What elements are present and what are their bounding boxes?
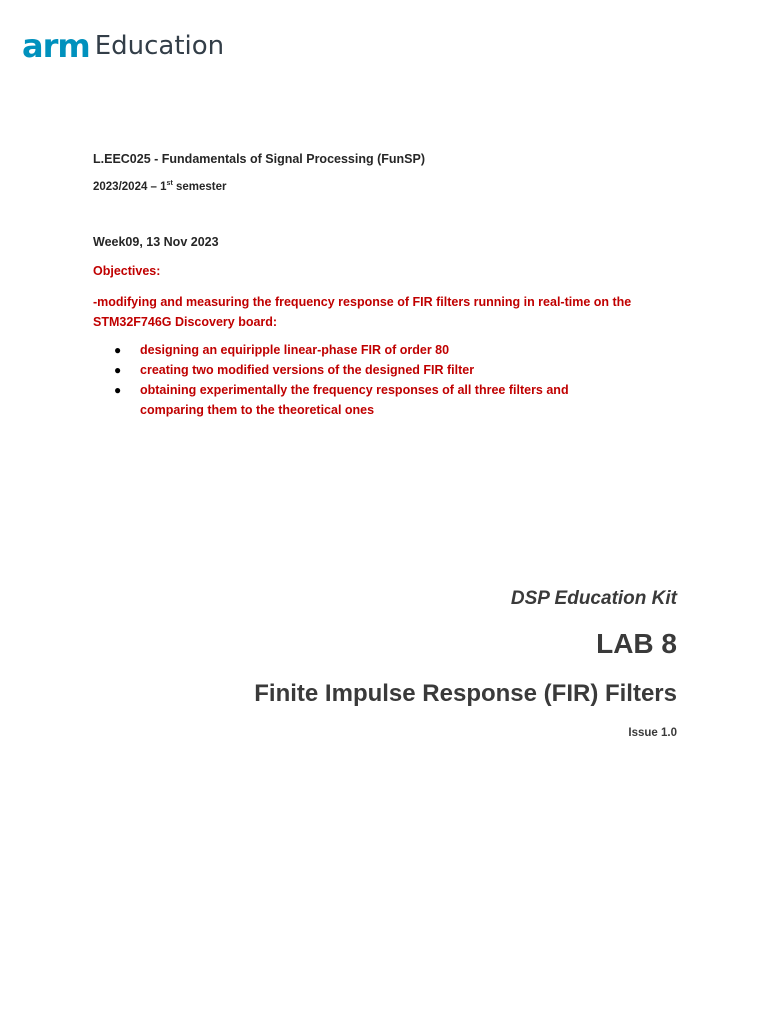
objective-item <box>114 380 634 420</box>
semester-label: semester <box>172 180 227 193</box>
bullet-icon: ● <box>114 343 122 357</box>
objectives-list <box>114 340 634 420</box>
week-date: Week09, 13 Nov 2023 <box>93 235 219 249</box>
course-title: L.EEC025 - Fundamentals of Signal Processing (FunSP) <box>93 152 426 166</box>
semester-year: 2023/2024 – 1 <box>93 180 167 193</box>
objective-text: creating two modified versions of the designed FIR filter <box>140 363 475 377</box>
logo-education-wordmark: Education <box>94 31 225 61</box>
objective-item <box>114 360 634 380</box>
semester-line <box>93 180 227 193</box>
objective-text: designing an equiripple linear-phase FIR of order 80 <box>140 343 450 357</box>
bullet-icon: ● <box>114 363 122 377</box>
logo-arm-wordmark: arm <box>22 27 90 65</box>
objective-item <box>114 340 634 360</box>
objectives-heading: Objectives: <box>93 264 161 278</box>
bullet-icon: ● <box>114 383 122 397</box>
lab-number: LAB 8 <box>596 628 677 659</box>
semester-ordinal: st <box>166 180 173 187</box>
issue-number: Issue 1.0 <box>628 727 677 739</box>
kit-title: DSP Education Kit <box>510 588 677 609</box>
objective-text: obtaining experimentally the frequency responses of all three filters and comparing them to the theoretical ones <box>140 383 569 417</box>
arm-education-logo <box>22 22 225 65</box>
objectives-intro: -modifying and measuring the frequency response of FIR filters running in real-time on the STM32F746G Discovery board: <box>93 295 632 329</box>
lab-subtitle: Finite Impulse Response (FIR) Filters <box>254 680 677 707</box>
